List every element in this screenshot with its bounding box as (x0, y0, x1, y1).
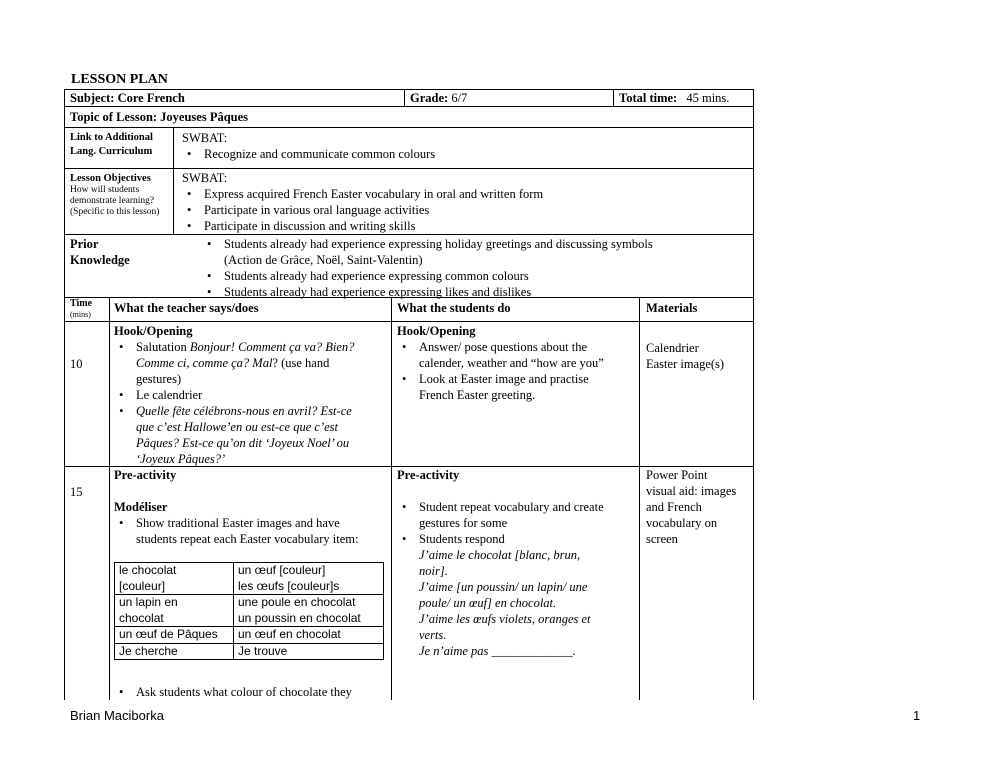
table-row (115, 627, 384, 644)
objectives-label: Lesson Objectives How will students demonstrate learning? (Specific to this lesson) (70, 173, 160, 217)
students-column-header: What the students do (397, 301, 511, 315)
link-curriculum-label: Link to Additional Lang. Curriculum (70, 132, 153, 157)
list-item: • Look at Easter image and practise French Easter greeting. (397, 371, 637, 403)
vocab-cell: un œuf de Pâques (115, 627, 234, 644)
footer-author: Brian Maciborka (70, 708, 164, 723)
vocab-cell: un lapin en chocolat (115, 595, 234, 627)
list-item: • Salutation Bonjour! Comment ça va? Bien? Comme ci, comme ça? Mal? (use hand gestures) (114, 339, 389, 387)
vocab-cell: Je cherche (115, 643, 234, 660)
list-item: • Student repeat vocabulary and create gestures for some (397, 499, 637, 531)
total-time-value: 45 mins. (686, 91, 730, 105)
hook-students-heading: Hook/Opening (397, 324, 476, 338)
vocab-cell: Je trouve (234, 643, 384, 660)
total-time-field (619, 90, 729, 106)
teacher-column-header: What the teacher says/does (114, 301, 259, 315)
pre-materials-cell: Power Point visual aid: images and French vocabulary on screen (646, 468, 737, 546)
objectives-content (182, 170, 543, 234)
subject-label: Subject: Core French (70, 91, 185, 105)
table-row (115, 563, 384, 595)
prior-knowledge-content (202, 236, 653, 300)
list-item: • Le calendrier (114, 387, 389, 403)
swbat-label: SWBAT: (182, 171, 228, 185)
pre-students-cell (397, 467, 637, 659)
hook-materials-cell: Calendrier Easter image(s) (646, 341, 725, 371)
table-row (115, 643, 384, 660)
pre-time: 15 (70, 485, 83, 499)
list-item: • Participate in discussion and writing skills (182, 218, 543, 234)
vocab-cell: le chocolat [couleur] (115, 563, 234, 595)
prior-knowledge-label: Prior Knowledge (70, 237, 130, 267)
time-column-header: Time (70, 298, 93, 309)
list-item: • Ask students what colour of chocolate they (114, 684, 389, 700)
pre-teacher-cell-continued (114, 684, 389, 700)
swbat-label: SWBAT: (182, 131, 228, 145)
grade-value: 6/7 (451, 91, 468, 105)
list-item: • Recognize and communicate common colours (182, 146, 435, 162)
list-item: • Participate in various oral language activities (182, 202, 543, 218)
list-item: • Answer/ pose questions about the calender, weather and “how are you” (397, 339, 637, 371)
vocab-cell: une poule en chocolat un poussin en chocolat (234, 595, 384, 627)
link-curriculum-content (182, 130, 435, 162)
list-item: • Students already had experience expressing likes and dislikes (202, 284, 653, 300)
pre-teacher-cell (114, 467, 389, 547)
list-item: • Students already had experience expressing common colours (202, 268, 653, 284)
grade-label: Grade: (410, 91, 449, 105)
modeliser-heading: Modéliser (114, 500, 168, 514)
list-item: • Students respond J’aime le chocolat [blanc, brun, noir]. J’aime [un poussin/ un lapin/ une poule/ un œuf] en chocolat. J’aime les œufs violets, oranges et verts. Je n’aime pas _____________. (397, 531, 637, 659)
list-item: • Students already had experience expressing holiday greetings and discussing symbols (Action de Grâce, Noël, Saint-Valentin) (202, 236, 653, 268)
vocab-cell: un œuf en chocolat (234, 627, 384, 644)
topic-of-lesson: Topic of Lesson: Joyeuses Pâques (70, 110, 249, 124)
table-row (115, 595, 384, 627)
vocab-table (114, 562, 384, 660)
hook-teacher-cell (114, 323, 389, 467)
list-item: • Show traditional Easter images and have students repeat each Easter vocabulary item: (114, 515, 389, 547)
grade-field (410, 90, 467, 106)
pre-teacher-heading: Pre-activity (114, 468, 177, 482)
document-title: LESSON PLAN (71, 72, 168, 87)
time-unit: (mins) (70, 310, 91, 319)
hook-teacher-heading: Hook/Opening (114, 324, 193, 338)
list-item: • Quelle fête célébrons-nous en avril? Est-ce que c’est Hallowe’en ou est-ce que c’est Pâques? Est-ce qu’on dit ‘Joyeux Noel’ ou ‘Joyeux Pâques?’ (114, 403, 389, 467)
hook-students-cell (397, 323, 637, 403)
materials-column-header: Materials (646, 301, 698, 315)
list-item: • Express acquired French Easter vocabulary in oral and written form (182, 186, 543, 202)
page-number: 1 (913, 708, 921, 723)
total-time-label: Total time: (619, 91, 678, 105)
hook-time: 10 (70, 357, 83, 371)
pre-students-heading: Pre-activity (397, 468, 460, 482)
vocab-cell: un œuf [couleur] les œufs [couleur]s (234, 563, 384, 595)
